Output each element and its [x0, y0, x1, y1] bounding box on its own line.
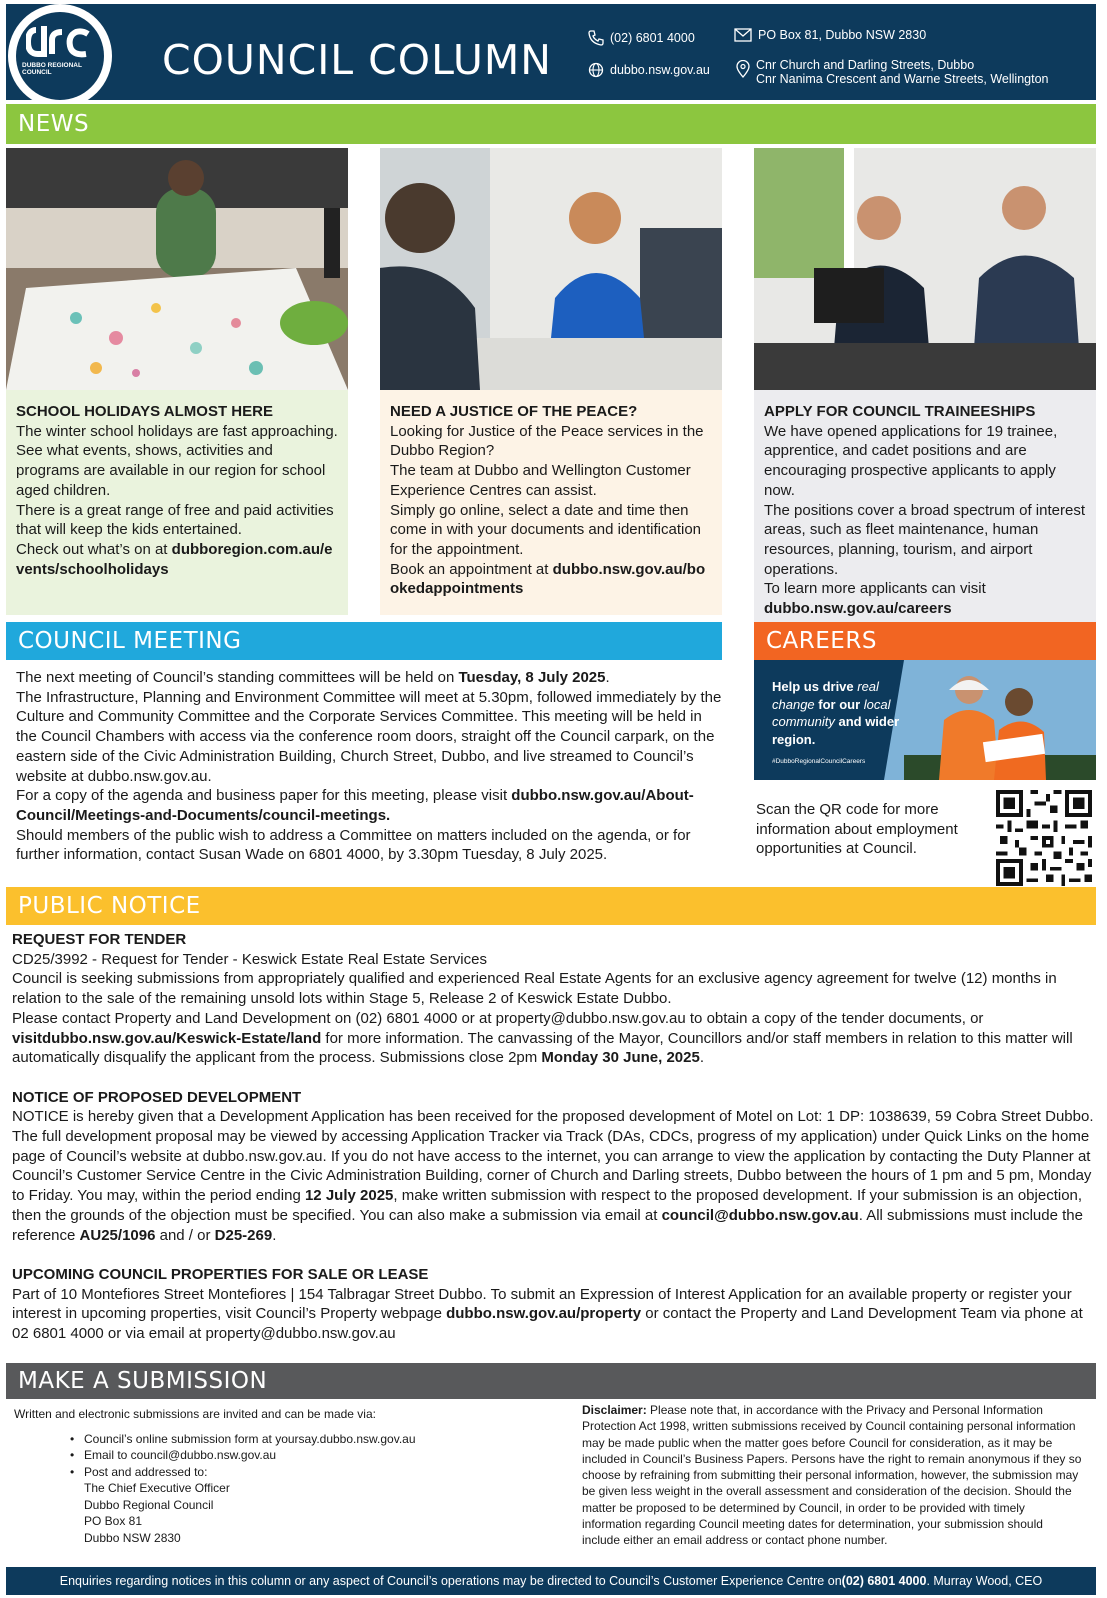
news-link[interactable]: dubbo.nsw.gov.au/careers	[764, 600, 952, 618]
header-postal	[734, 28, 926, 42]
meeting-link[interactable]: dubbo.nsw.gov.au/About-Council/Meetings-and-Documents/council-meetings.	[16, 787, 694, 824]
meeting-paragraph: Should members of the public wish to address a Committee on matters included on the agenda, or for further information, contact Susan Wade on 6801 4000, by 3.30pm Tuesday, 8 July 2025.	[16, 826, 691, 864]
development-ref-1: AU25/1096	[79, 1226, 156, 1244]
postal-address-line: Dubbo Regional Council	[84, 1497, 214, 1512]
header-address	[736, 58, 1049, 86]
news-paragraph: The positions cover a broad spectrum of interest areas, such as fleet maintenance, human resources, planning, tourism, and airport operations.	[764, 501, 1085, 578]
news-card-traineeships	[754, 390, 1096, 622]
properties-heading: UPCOMING COUNCIL PROPERTIES FOR SALE OR LEASE	[12, 1265, 429, 1283]
news-heading: APPLY FOR COUNCIL TRAINEESHIPS	[764, 403, 1036, 420]
tender-reference: CD25/3992 - Request for Tender - Keswick Estate Real Estate Services	[12, 950, 487, 968]
news-paragraph	[764, 599, 1086, 619]
council-meeting-body	[16, 668, 722, 865]
careers-banner-text: Help us drive real change for our local community and wider region.	[772, 679, 900, 747]
news-card-school-holidays	[6, 390, 348, 615]
council-logo-mark	[26, 22, 94, 66]
careers-section-header: CAREERS	[754, 622, 1096, 660]
list-item[interactable]: • Email to council@dubbo.nsw.gov.au	[70, 1447, 554, 1464]
postal-address-line: PO Box 81	[84, 1514, 143, 1528]
news-card-justice-of-peace	[380, 390, 722, 615]
header-website[interactable]	[588, 62, 710, 78]
news-link[interactable]: dubbo.nsw.gov.au/bookedappointments	[390, 560, 706, 598]
development-paragraph: NOTICE is hereby given that a Development Application has been received for the proposed development of Motel on Lot: 1 DP: 1038639, 59 Cobra Street Dubbo. The full development proposal may be viewed by accessing Application Tracker via Track (DAs, CDCs, progress of my application) under Quick Links on the home page of Council’s website at dubbo.nsw.gov.au. If you do not have access to the internet, you can arrange to view the application by contacting the Duty Planner at Council’s Customer Service Centre in the Civic Administration Building, corner of Church and Darling streets, Dubbo between the hours of 1 pm and 5 pm, Monday to Friday. You may, within the period ending 12 July 2025, make written submission with respect to the proposed development. If your submission is an objection, then the grounds of the objection must be specified. You can also make a submission via email at council@dubbo.nsw.gov.au. All submissions must include the reference AU25/1096 and / or D25-269.	[12, 1108, 1094, 1244]
careers-hashtag: #DubboRegionalCouncilCareers	[772, 758, 866, 765]
submission-intro: Written and electronic submissions are invited and can be made via:	[14, 1407, 376, 1421]
postal-text: PO Box 81, Dubbo NSW 2830	[758, 28, 927, 42]
list-item: • Post and addressed to:	[70, 1464, 554, 1481]
news-heading: NEED A JUSTICE OF THE PEACE?	[390, 403, 638, 420]
footer: Enquiries regarding notices in this column or any aspect of Council’s operations may be directed to Council’s Customer Experience Centre on (02) 6801 4000 . Murray Wood, CEO	[6, 1567, 1096, 1595]
news-paragraph: The team at Dubbo and Wellington Customer Experience Centres can assist.	[390, 462, 691, 499]
tender-close-date: Monday 30 June, 2025	[541, 1049, 700, 1067]
public-notice-section-header: PUBLIC NOTICE	[6, 887, 1096, 925]
news-paragraph: To learn more applicants can visit	[764, 580, 986, 598]
globe-icon	[588, 62, 604, 78]
development-email[interactable]: council@dubbo.nsw.gov.au	[661, 1206, 859, 1224]
tender-paragraph: Council is seeking submissions from appropriately qualified and experienced Real Estate Agents for an exclusive agency agreement for twelve (12) months in relation to the sale of the remaining unsold lots within Stage 5, Release 2 of Keswick Estate Dubbo.	[12, 970, 1057, 1008]
development-heading: NOTICE OF PROPOSED DEVELOPMENT	[12, 1088, 302, 1106]
qr-code[interactable]	[992, 790, 1096, 886]
public-notice-body	[12, 930, 1098, 1344]
address-line-2: Cnr Nanima Crescent and Warne Streets, Wellington	[756, 72, 1049, 86]
submission-list	[14, 1431, 554, 1481]
logo-text: DUBBO REGIONAL COUNCIL	[22, 62, 82, 76]
news-paragraph: Book an appointment at dubbo.nsw.gov.au/bookedappointments	[390, 560, 706, 598]
header-banner	[6, 4, 1096, 100]
postal-address-line: The Chief Executive Officer	[84, 1481, 230, 1495]
envelope-icon	[734, 28, 752, 42]
news-paragraph: See what events, shows, activities and programs are available in our region for school aged children.	[16, 442, 326, 499]
address-line-1: Cnr Church and Darling Streets, Dubbo	[756, 58, 975, 72]
development-ref-2: D25-269	[214, 1226, 273, 1244]
submission-methods	[14, 1406, 554, 1546]
news-paragraph: We have opened applications for 19 trainee, apprentice, and cadet positions and are encouraging prospective applicants to apply now.	[764, 422, 1058, 499]
location-pin-icon	[736, 60, 750, 78]
news-paragraph: The winter school holidays are fast approaching.	[16, 422, 338, 440]
list-item[interactable]: • Council’s online submission form at yoursay.dubbo.nsw.gov.au	[70, 1431, 554, 1448]
careers-scan-text: Scan the QR code for more information about employment opportunities at Council.	[756, 801, 958, 858]
header-phone[interactable]	[588, 30, 695, 46]
disclaimer-label: Disclaimer:	[582, 1403, 647, 1417]
tender-link[interactable]: visitdubbo.nsw.gov.au/Keswick-Estate/land	[12, 1029, 322, 1047]
photo-school-holidays	[6, 148, 348, 390]
website-text: dubbo.nsw.gov.au	[610, 63, 710, 77]
phone-text: (02) 6801 4000	[610, 31, 695, 45]
tender-paragraph: Please contact Property and Land Development on (02) 6801 4000 or at property@dubbo.nsw.gov.au to obtain a copy of the tender documents, or visitdubbo.nsw.gov.au/Keswick-Estate/land for more information. The canvassing of the Mayor, Councillors and/or staff members in relation to this matter will automatically disqualify the applicant from the process. Submissions close 2pm Monday 30 June, 2025.	[12, 1009, 1073, 1067]
disclaimer	[582, 1402, 1082, 1549]
photo-traineeships	[754, 148, 1096, 390]
photo-justice-of-peace	[380, 148, 722, 390]
properties-paragraph: Part of 10 Montefiores Street Montefiores | 154 Talbragar Street Dubbo. To submit an Expression of Interest Application for an available property or register your interest in upcoming properties, visit Council’s Property webpage dubbo.nsw.gov.au/property or contact the Property and Land Development Team via phone at 02 6801 4000 or via email at property@dubbo.nsw.gov.au	[12, 1285, 1083, 1343]
logo	[8, 4, 112, 108]
news-paragraph: Check out what’s on at dubboregion.com.au/events/schoolholidays	[16, 540, 333, 578]
phone-icon	[588, 30, 604, 46]
news-paragraph: Looking for Justice of the Peace services in the Dubbo Region?	[390, 422, 704, 460]
development-date: 12 July 2025	[304, 1187, 394, 1205]
news-paragraph: Simply go online, select a date and time then come in with your documents and identification for the appointment.	[390, 501, 702, 558]
careers-banner[interactable]	[754, 660, 1096, 780]
news-heading: SCHOOL HOLIDAYS ALMOST HERE	[16, 403, 273, 420]
properties-link[interactable]: dubbo.nsw.gov.au/property	[446, 1305, 642, 1323]
page-title: COUNCIL COLUMN	[162, 36, 552, 84]
meeting-paragraph: The Infrastructure, Planning and Environment Committee will meet at 5.30pm, followed immediately by the Culture and Community Committee and the Corporate Services Committee. This meeting will be held in the Council Chambers with access via the conference room doors, straight off the Council carpark, on the eastern side of the Civic Administration Building, Church Street, Dubbo, and live streamed to Council’s website at dubbo.nsw.gov.au.	[16, 688, 722, 785]
submission-section-header: MAKE A SUBMISSION	[6, 1363, 1096, 1399]
meeting-paragraph: For a copy of the agenda and business paper for this meeting, please visit dubbo.nsw.gov.au/About-Council/Meetings-and-Documents/council-meetings.	[16, 787, 694, 824]
news-section-header: NEWS	[6, 104, 1096, 144]
council-meeting-section-header: COUNCIL MEETING	[6, 622, 722, 660]
footer-phone[interactable]: (02) 6801 4000	[841, 1574, 927, 1588]
meeting-paragraph: The next meeting of Council’s standing committees will be held on Tuesday, 8 July 2025.	[16, 669, 610, 686]
disclaimer-text: Please note that, in accordance with the Privacy and Personal Information Protection Act 1998, written submissions received by Council containing personal information may be made public when the matter goes before Council for consideration, as it may be included in Council’s Business Papers. Persons have the right to remain anonymous if they so choose by refraining from submitting their personal information, however, the submission may be given less weight in the overall assessment and consideration of the decision. Should the matter be proposed to be determined by Council, in order to be provided with timely information regarding Council meeting dates for determination, your submission should include either an email address or contact phone number.	[582, 1403, 1082, 1548]
tender-heading: REQUEST FOR TENDER	[12, 931, 187, 948]
news-paragraph: There is a great range of free and paid activities that will keep the kids entertained.	[16, 501, 334, 539]
news-link[interactable]: dubboregion.com.au/events/schoolholidays	[16, 540, 333, 578]
meeting-date: Tuesday, 8 July 2025	[458, 669, 606, 686]
postal-address-line: Dubbo NSW 2830	[84, 1530, 181, 1545]
